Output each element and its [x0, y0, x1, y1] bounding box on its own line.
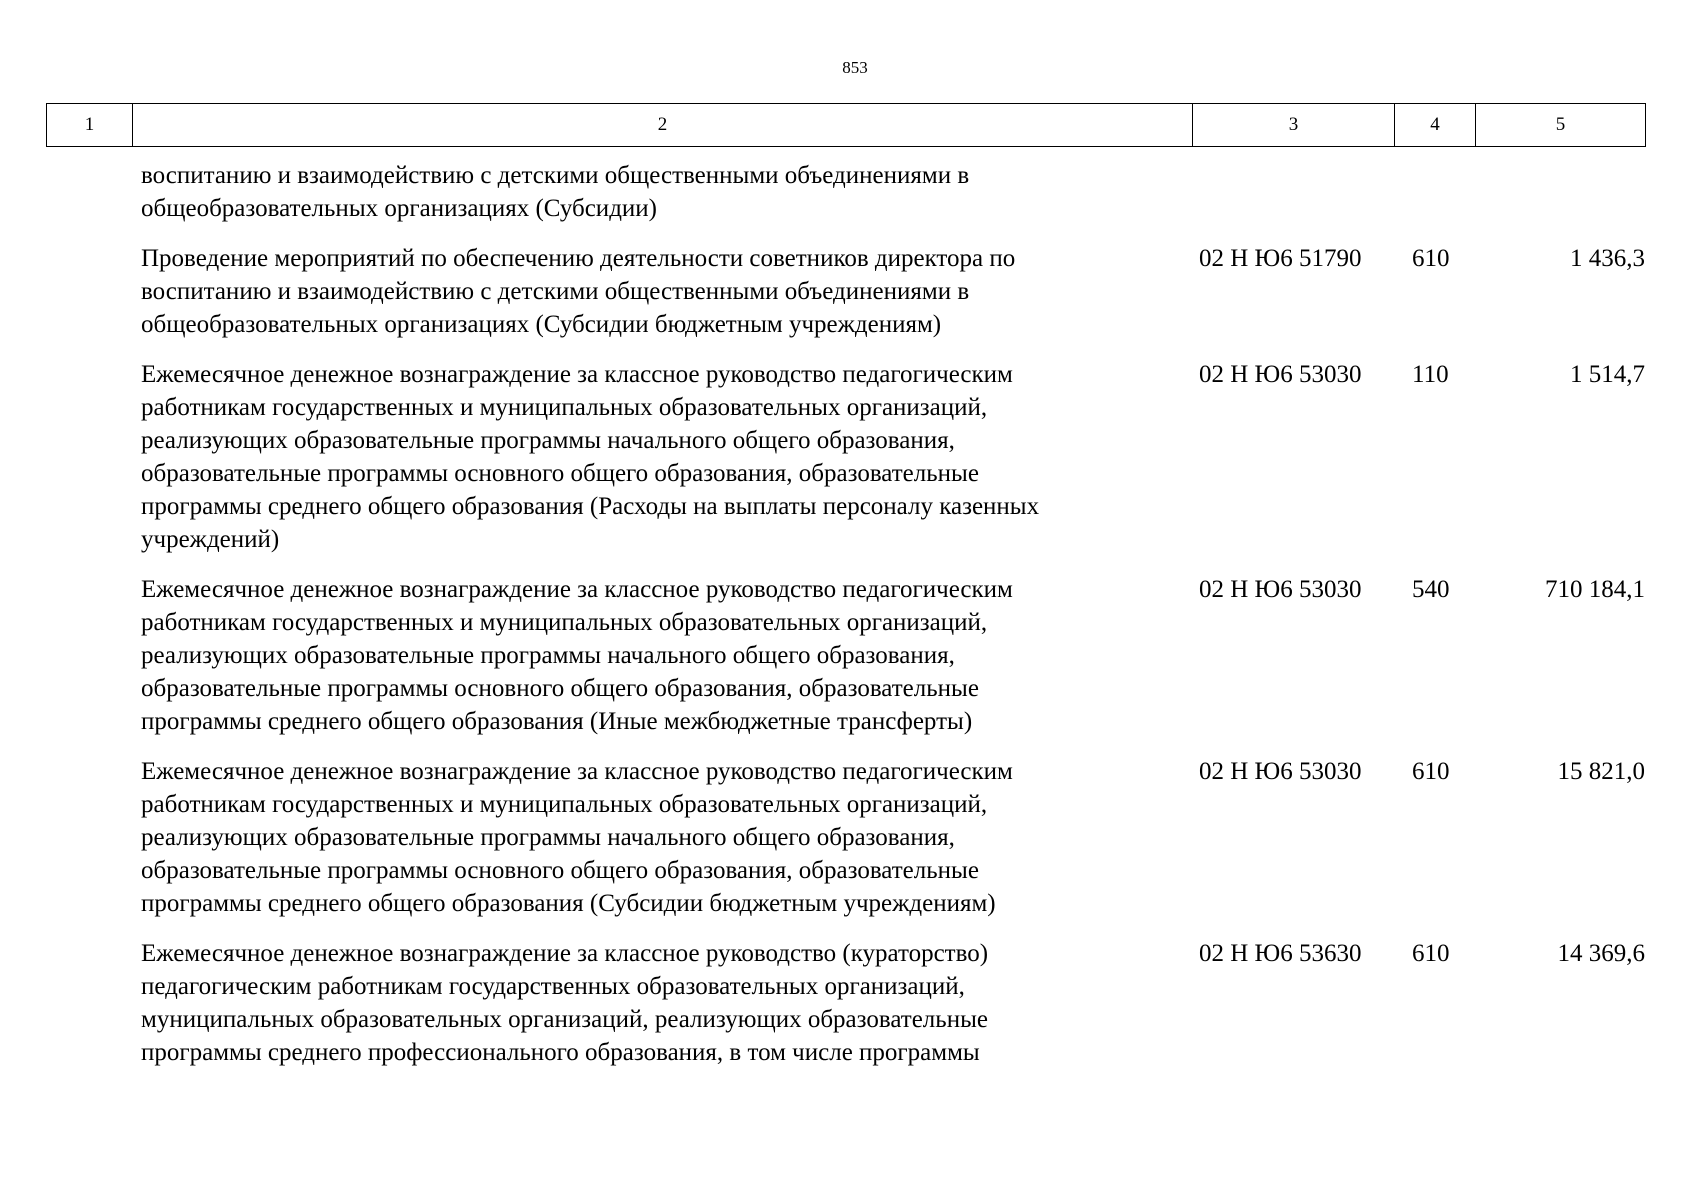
row-expense-type: 540	[1412, 576, 1450, 603]
row-description: воспитанию и взаимодействию с детскими общественными объединениями в общеобразовательных организациях (Субсидии)	[141, 162, 970, 222]
row-description: Ежемесячное денежное вознаграждение за классное руководство педагогическим работникам государственных и муниципальных образовательных организаций, реализующих образовательные программы начального общего образования, образовательные программы основного общего образования, образовательные программы среднего общего образования (Иные межбюджетные трансферты)	[141, 576, 1013, 735]
table-row	[0, 358, 1697, 556]
row-target-code: 02 Н Ю6 53030	[1199, 758, 1362, 785]
row-expense-type: 610	[1412, 940, 1450, 967]
row-amount: 14 369,6	[1557, 940, 1645, 967]
column-header-5: 5	[1555, 114, 1566, 135]
row-expense-type: 110	[1412, 361, 1449, 388]
table-row	[0, 159, 1697, 225]
table-row	[0, 755, 1697, 920]
table-body	[0, 159, 1697, 1086]
row-description: Проведение мероприятий по обеспечению деятельности советников директора по воспитанию и взаимодействию с детскими общественными объединениями в общеобразовательных организациях (Субсидии бюджетным учреждениям)	[141, 245, 1016, 338]
row-target-code: 02 Н Ю6 53030	[1199, 576, 1362, 603]
table-header	[46, 103, 1646, 147]
table-row	[0, 242, 1697, 341]
column-header-1: 1	[47, 104, 133, 146]
row-description: Ежемесячное денежное вознаграждение за классное руководство педагогическим работникам государственных и муниципальных образовательных организаций, реализующих образовательные программы начального общего образования, образовательные программы основного общего образования, образовательные программы среднего общего образования (Субсидии бюджетным учреждениям)	[141, 758, 1013, 917]
row-amount: 15 821,0	[1557, 758, 1645, 785]
row-amount: 710 184,1	[1545, 576, 1645, 603]
row-amount: 1 514,7	[1570, 361, 1645, 388]
row-target-code: 02 Н Ю6 51790	[1199, 245, 1362, 272]
row-expense-type: 610	[1412, 758, 1450, 785]
table-row	[0, 573, 1697, 738]
table-row	[0, 937, 1697, 1069]
row-amount: 1 436,3	[1570, 245, 1645, 272]
row-target-code: 02 Н Ю6 53030	[1199, 361, 1362, 388]
row-target-code: 02 Н Ю6 53630	[1199, 940, 1362, 967]
row-description: Ежемесячное денежное вознаграждение за классное руководство (кураторство) педагогическим работникам государственных образовательных организаций, муниципальных образовательных организаций, реализующих образовательные программы среднего профессионального образования, в том числе программы	[141, 940, 989, 1066]
page-number: 853	[842, 58, 868, 77]
row-expense-type: 610	[1412, 245, 1450, 272]
row-description: Ежемесячное денежное вознаграждение за классное руководство педагогическим работникам государственных и муниципальных образовательных организаций, реализующих образовательные программы начального общего образования, образовательные программы основного общего образования, образовательные программы среднего общего образования (Расходы на выплаты персоналу казенных учреждений)	[141, 361, 1040, 553]
column-header-3: 3	[1193, 104, 1395, 146]
column-header-2: 2	[133, 104, 1193, 146]
column-header-4: 4	[1395, 104, 1476, 146]
